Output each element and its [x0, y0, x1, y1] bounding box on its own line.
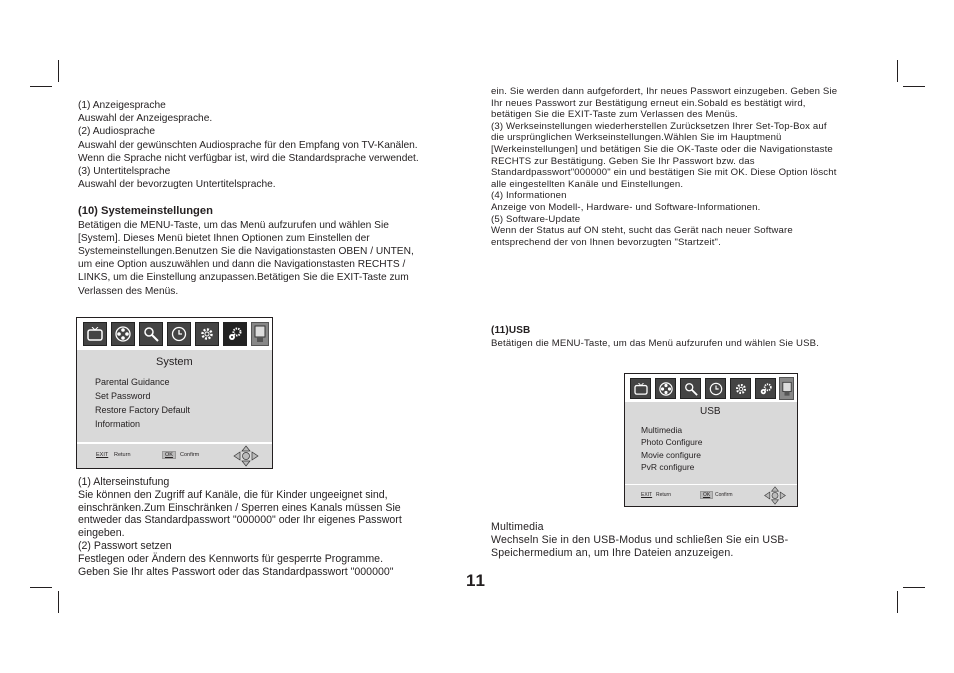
menu-item: PvR configure — [641, 462, 695, 472]
settings-icon — [730, 378, 751, 399]
search-icon — [139, 322, 163, 346]
text-line: entweder das Standardpasswort "000000" oder Ihr eigenes Passwort — [78, 514, 402, 527]
right-column-bottom — [491, 521, 891, 559]
menu-item: Restore Factory Default — [95, 405, 191, 415]
text-line: Betätigen die MENU-Taste, um das Menü aufzurufen und wählen Sie — [78, 219, 389, 231]
ok-key: OK — [700, 491, 713, 499]
text-line: (2) Audiosprache — [78, 126, 156, 138]
text-line: (1) Anzeigesprache — [78, 100, 166, 111]
return-label: Return — [656, 492, 672, 498]
text-line: Verlassen des Menüs. — [78, 285, 179, 297]
text-line: Auswahl der bevorzugten Untertitelsprache. — [78, 179, 276, 191]
text-line: Festlegen oder Ändern des Kennworts für gesperrte Programme. — [78, 552, 384, 565]
exit-key: EXIT — [641, 492, 653, 498]
text-line: [Werkeinstellungen] und betätigen Sie die OK-Taste oder die Navigationstaste — [491, 143, 833, 155]
text-line: Sie können den Zugriff auf Kanäle, die für Kinder ungeeignet sind, — [78, 488, 388, 501]
menu-item: Information — [95, 419, 141, 429]
crop-mark — [897, 591, 898, 613]
search-icon — [680, 378, 701, 399]
text-line: ein. Sie werden dann aufgefordert, Ihr neues Passwort einzugeben. Geben Sie — [491, 86, 838, 97]
text-line: Wenn der Status auf ON steht, sucht das Gerät nach neuer Software — [491, 225, 793, 237]
crop-mark — [58, 60, 59, 82]
text-line: LINKS, um die Einstellung anzupassen.Betätigen Sie die EXIT-Taste zum — [78, 272, 409, 284]
menu-item: Parental Guidance — [95, 377, 170, 387]
clock-icon — [167, 322, 191, 346]
ok-key: OK — [162, 451, 176, 459]
navigation-pad-icon — [233, 445, 259, 467]
clock-icon — [705, 378, 726, 399]
menu-title: USB — [700, 406, 721, 417]
crop-mark — [58, 591, 59, 613]
exit-key: EXIT — [96, 452, 109, 458]
film-reel-icon — [655, 378, 676, 399]
settings-icon — [195, 322, 219, 346]
text-line: Auswahl der Anzeigesprache. — [78, 113, 213, 125]
menu-body — [625, 402, 797, 485]
text-line: entsprechend der von Ihnen bevorzugten "Startzeit". — [491, 236, 721, 248]
menu-body — [77, 350, 272, 442]
text-line: alle eingestellten Kanäle und Einstellungen. — [491, 178, 684, 190]
crop-mark — [30, 587, 52, 588]
text-line: die ursprünglichen Werkseinstellungen.Wählen Sie im Hauptmenü — [491, 132, 782, 144]
gears-icon — [755, 378, 776, 399]
text-line: einschränken.Zum Einschränken / Sperren eines Kanals müssen Sie — [78, 501, 401, 514]
text-line: um eine Option auszuwählen und dann die Navigationstasten RECHTS / — [78, 259, 406, 271]
left-column-bottom — [78, 476, 458, 578]
text-line: Auswahl der gewünschten Audiosprache für den Empfang von TV-Kanälen. — [78, 139, 418, 151]
crop-mark — [903, 587, 925, 588]
text-line: (2) Passwort setzen — [78, 539, 172, 552]
menu-item: Multimedia — [641, 425, 683, 435]
text-line: Wechseln Sie in den USB-Modus und schließen Sie ein USB- — [491, 533, 789, 546]
text-line: Standardpasswort"000000" ein und bestätigen Sie mit OK. Diese Option löscht — [491, 167, 837, 179]
menu-item: Set Password — [95, 391, 151, 401]
usb-menu-screenshot — [624, 373, 798, 507]
gears-icon — [223, 322, 247, 346]
text-line: Wenn die Sprache nicht verfügbar ist, wird die Standardsprache verwendet. — [78, 152, 419, 164]
confirm-label: Confirm — [180, 452, 200, 458]
menu-item: Movie configure — [641, 450, 702, 460]
text-line: [System]. Dieses Menü bietet Ihnen Optionen zum Einstellen der — [78, 232, 370, 244]
text-line: (3) Untertitelsprache — [78, 166, 171, 178]
text-line: (3) Werkseinstellungen wiederherstellen Zurücksetzen Ihrer Set-Top-Box auf — [491, 120, 827, 132]
tv-icon — [630, 378, 651, 399]
tv-icon — [83, 322, 107, 346]
menu-footer — [77, 443, 272, 468]
menu-icon-bar — [77, 318, 272, 350]
crop-mark — [897, 60, 898, 82]
right-column — [491, 86, 891, 248]
menu-item: Photo Configure — [641, 437, 703, 447]
return-label: Return — [114, 452, 131, 458]
text-line: betätigen Sie die EXIT-Taste zum Verlassen des Menüs. — [491, 109, 738, 121]
crop-mark — [30, 86, 52, 87]
usb-device-icon — [779, 377, 794, 400]
menu-icon-bar — [625, 374, 797, 402]
usb-heading: (11)USB — [491, 325, 531, 336]
confirm-label: Confirm — [715, 492, 733, 498]
text-line: Multimedia — [491, 521, 544, 533]
text-line: Ihr neues Passwort zur Bestätigung erneut ein.Sobald es bestätigt wird, — [491, 97, 806, 109]
usb-device-icon — [251, 322, 269, 346]
film-reel-icon — [111, 322, 135, 346]
left-column — [78, 99, 458, 298]
text-line: Systemeinstellungen.Benutzen Sie die Navigationstasten OBEN / UNTEN, — [78, 246, 414, 258]
text-line: RECHTS zur Bestätigung. Geben Sie Ihr Passwort bzw. das — [491, 155, 755, 167]
text-line: (4) Informationen — [491, 190, 567, 202]
text-line: eingeben. — [78, 527, 125, 540]
text-line: (1) Alterseinstufung — [78, 476, 170, 488]
system-menu-screenshot — [76, 317, 273, 469]
section-heading: (10) Systemeinstellungen — [78, 205, 213, 218]
page-number: 11 — [466, 571, 486, 590]
usb-section — [491, 324, 891, 350]
navigation-pad-icon — [763, 486, 787, 505]
text-line: (5) Software-Update — [491, 213, 581, 225]
text-line: Betätigen die MENU-Taste, um das Menü aufzurufen und wählen Sie USB. — [491, 338, 820, 349]
text-line: Speichermedium an, um Ihre Dateien anzuzeigen. — [491, 546, 734, 559]
crop-mark — [903, 86, 925, 87]
text-line: Anzeige von Modell-, Hardware- und Software-Informationen. — [491, 201, 761, 213]
menu-title: System — [156, 356, 193, 368]
text-line: Geben Sie Ihr altes Passwort oder das Standardpasswort "000000" — [78, 565, 394, 578]
menu-footer — [625, 484, 797, 506]
